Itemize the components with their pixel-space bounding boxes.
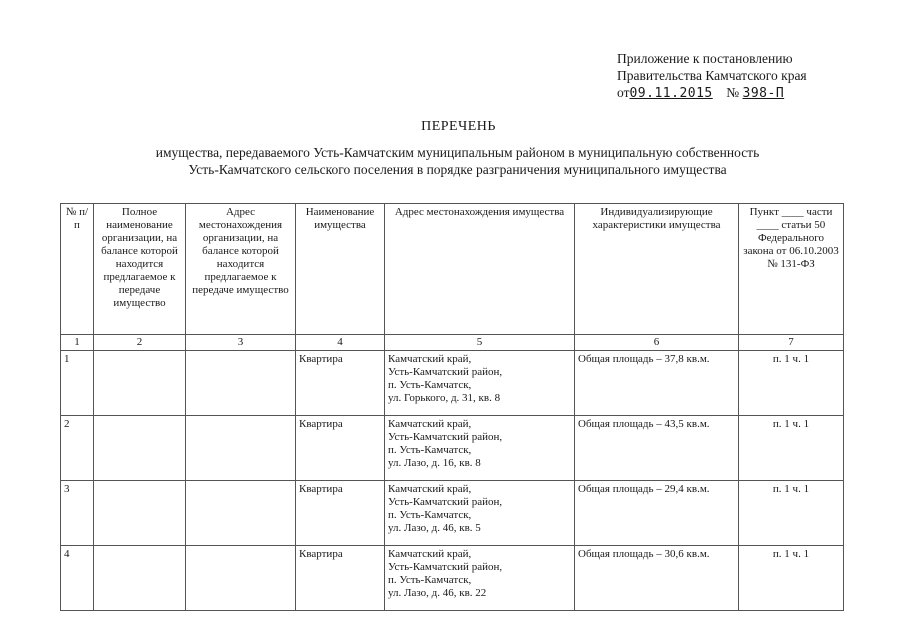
law-clause: п. 1 ч. 1 (739, 546, 844, 611)
row-number: 1 (61, 351, 94, 416)
appendix-line-2: Правительства Камчатского края (617, 68, 807, 83)
header-cell: Адрес местонахождения организации, на балансе которой находится предлагаемое к передаче имущество (186, 204, 296, 335)
address-line: п. Усть-Камчатск, (388, 574, 472, 586)
subtitle-line-2: Усть-Камчатского сельского поселения в порядке разграничения муниципального имущества (188, 162, 727, 177)
address-line: Усть-Камчатский район, (388, 431, 503, 443)
title-block (0, 118, 905, 178)
property-name: Квартира (296, 351, 385, 416)
row-number: 2 (61, 416, 94, 481)
column-number: 7 (739, 335, 844, 351)
property-characteristics: Общая площадь – 30,6 кв.м. (575, 546, 739, 611)
column-number: 1 (61, 335, 94, 351)
address-line: п. Усть-Камчатск, (388, 509, 472, 521)
subtitle-line-1: имущества, передаваемого Усть-Камчатским муниципальным районом в муниципальную собственность (155, 145, 760, 160)
table-header-row (61, 204, 844, 335)
appendix-note (617, 50, 877, 102)
header-cell: Адрес местонахождения имущества (385, 204, 575, 335)
property-address (385, 546, 575, 611)
property-table (60, 203, 844, 611)
column-number: 3 (186, 335, 296, 351)
appendix-date-line (617, 84, 877, 102)
address-line: п. Усть-Камчатск, (388, 444, 472, 456)
number-prefix: № (726, 85, 740, 100)
property-address (385, 416, 575, 481)
table-row (61, 546, 844, 611)
law-clause: п. 1 ч. 1 (739, 481, 844, 546)
org-address-cell (186, 351, 296, 416)
org-name-cell (94, 416, 186, 481)
law-clause: п. 1 ч. 1 (739, 416, 844, 481)
header-cell: Полное наименование организации, на балансе которой находится предлагаемое к передаче имущество (94, 204, 186, 335)
header-cell: № п/п (61, 204, 94, 335)
header-cell: Пункт ____ части ____ статьи 50 Федерального закона от 06.10.2003 № 131-ФЗ (739, 204, 844, 335)
address-line: Камчатский край, (388, 418, 472, 430)
address-line: Камчатский край, (388, 353, 472, 365)
header-cell: Индивидуализирующие характеристики имущества (575, 204, 739, 335)
appendix-line-1: Приложение к постановлению (617, 51, 793, 66)
row-number: 4 (61, 546, 94, 611)
property-characteristics: Общая площадь – 43,5 кв.м. (575, 416, 739, 481)
address-line: Усть-Камчатский район, (388, 561, 503, 573)
address-line: ул. Лазо, д. 16, кв. 8 (388, 457, 481, 469)
address-line: Усть-Камчатский район, (388, 496, 503, 508)
address-line: ул. Лазо, д. 46, кв. 22 (388, 587, 487, 599)
address-line: Камчатский край, (388, 548, 472, 560)
document-title: ПЕРЕЧЕНЬ (421, 119, 496, 134)
property-name: Квартира (296, 481, 385, 546)
property-name: Квартира (296, 546, 385, 611)
address-line: ул. Горького, д. 31, кв. 8 (388, 392, 501, 404)
org-address-cell (186, 481, 296, 546)
decree-date: 09.11.2015 (629, 86, 713, 101)
row-number: 3 (61, 481, 94, 546)
org-address-cell (186, 546, 296, 611)
address-line: п. Усть-Камчатск, (388, 379, 472, 391)
org-name-cell (94, 546, 186, 611)
date-prefix: от (617, 85, 630, 100)
property-name: Квартира (296, 416, 385, 481)
address-line: Камчатский край, (388, 483, 472, 495)
org-name-cell (94, 481, 186, 546)
document-subtitle (10, 144, 905, 178)
law-clause: п. 1 ч. 1 (739, 351, 844, 416)
address-line: ул. Лазо, д. 46, кв. 5 (388, 522, 481, 534)
column-number: 5 (385, 335, 575, 351)
column-number: 2 (94, 335, 186, 351)
property-address (385, 351, 575, 416)
table-row (61, 481, 844, 546)
decree-number: 398-П (742, 86, 785, 101)
property-characteristics: Общая площадь – 37,8 кв.м. (575, 351, 739, 416)
table-row (61, 351, 844, 416)
column-number: 6 (575, 335, 739, 351)
column-number: 4 (296, 335, 385, 351)
address-line: Усть-Камчатский район, (388, 366, 503, 378)
org-name-cell (94, 351, 186, 416)
property-characteristics: Общая площадь – 29,4 кв.м. (575, 481, 739, 546)
header-cell: Наименование имущества (296, 204, 385, 335)
org-address-cell (186, 416, 296, 481)
column-number-row (61, 335, 844, 351)
table-row (61, 416, 844, 481)
property-address (385, 481, 575, 546)
